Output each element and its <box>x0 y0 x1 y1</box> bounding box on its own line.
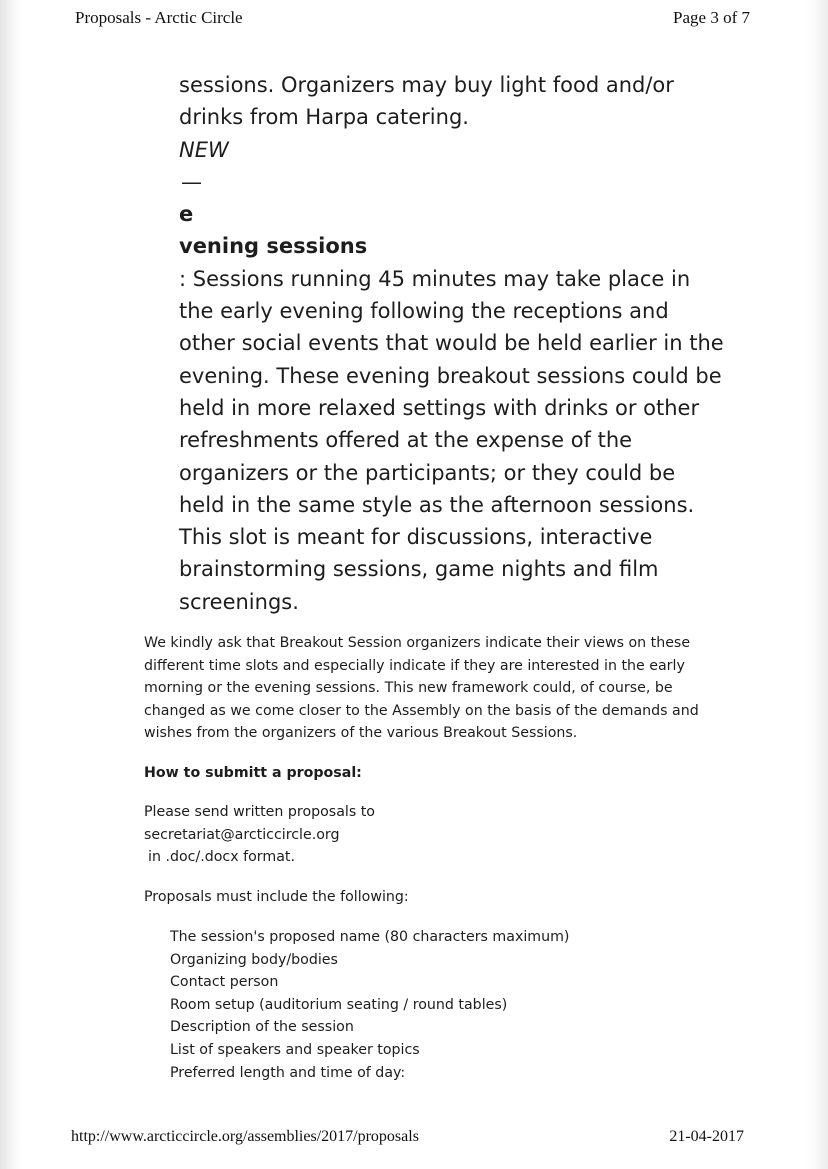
requirements-list <box>170 926 670 1084</box>
text-line: sessions. Organizers may buy light food and/or <box>179 73 674 97</box>
text-line: brainstorming sessions, game nights and film <box>179 557 659 582</box>
page-url: http://www.arcticcircle.org/assemblies/2017/proposals <box>71 1128 419 1145</box>
heading-fragment: e <box>179 202 194 227</box>
text-line: held in the same style as the afternoon sessions. <box>179 492 695 517</box>
list-item: Organizing body/bodies <box>170 951 338 968</box>
time-slots-paragraph <box>144 632 704 745</box>
text-line: the early evening following the receptions and <box>179 299 669 324</box>
text-line: held in more relaxed settings with drinks or other <box>179 395 700 420</box>
page-number: Page 3 of 7 <box>673 8 750 27</box>
requirements-intro: Proposals must include the following: <box>144 889 409 905</box>
email-link[interactable]: secretariat@arcticcircle.org <box>144 826 340 843</box>
text-line: Please send written proposals to <box>144 804 375 820</box>
text-line: different time slots and especially indicate if they are interested in the early <box>144 657 685 674</box>
evening-sessions-heading: vening sessions <box>179 234 368 259</box>
text-line: changed as we come closer to the Assembly on the basis of the demands and <box>144 702 699 719</box>
print-footer <box>0 1128 828 1152</box>
print-header <box>0 8 828 32</box>
text-line: organizers or the participants; or they could be <box>179 460 676 485</box>
format-note: in .doc/.docx format. <box>148 849 295 866</box>
text-line: : Sessions running 45 minutes may take place in <box>179 266 691 291</box>
print-date: 21-04-2017 <box>669 1128 744 1145</box>
evening-sessions-text <box>179 69 724 618</box>
how-to-submit-heading: How to submitt a proposal: <box>144 765 362 781</box>
text-line: other social events that would be held earlier in the <box>179 331 724 356</box>
text-line: refreshments offered at the expense of the <box>179 428 633 453</box>
scan-left-edge <box>0 0 22 1169</box>
list-item: List of speakers and speaker topics <box>170 1041 420 1058</box>
text-line: wishes from the organizers of the various Breakout Sessions. <box>144 725 578 742</box>
document-title: Proposals - Arctic Circle <box>75 8 243 27</box>
text-line: screenings. <box>179 589 299 614</box>
list-item: Description of the session <box>170 1019 354 1036</box>
new-label: NEW <box>179 137 229 162</box>
list-item: Room setup (auditorium seating / round tables) <box>170 996 508 1013</box>
submission-instructions <box>144 801 704 869</box>
scan-right-edge <box>806 0 828 1169</box>
list-item: Preferred length and time of day: <box>170 1064 406 1081</box>
list-item: Contact person <box>170 974 279 991</box>
text-line: This slot is meant for discussions, interactive <box>179 525 653 550</box>
list-item: The session's proposed name (80 characters maximum) <box>170 929 570 945</box>
text-line: We kindly ask that Breakout Session organizers indicate their views on these <box>144 635 691 651</box>
text-line: morning or the evening sessions. This new framework could, of course, be <box>144 680 673 697</box>
text-line: evening. These evening breakout sessions could be <box>179 363 722 388</box>
dash-separator: — <box>181 169 202 194</box>
text-line: drinks from Harpa catering. <box>179 105 469 130</box>
